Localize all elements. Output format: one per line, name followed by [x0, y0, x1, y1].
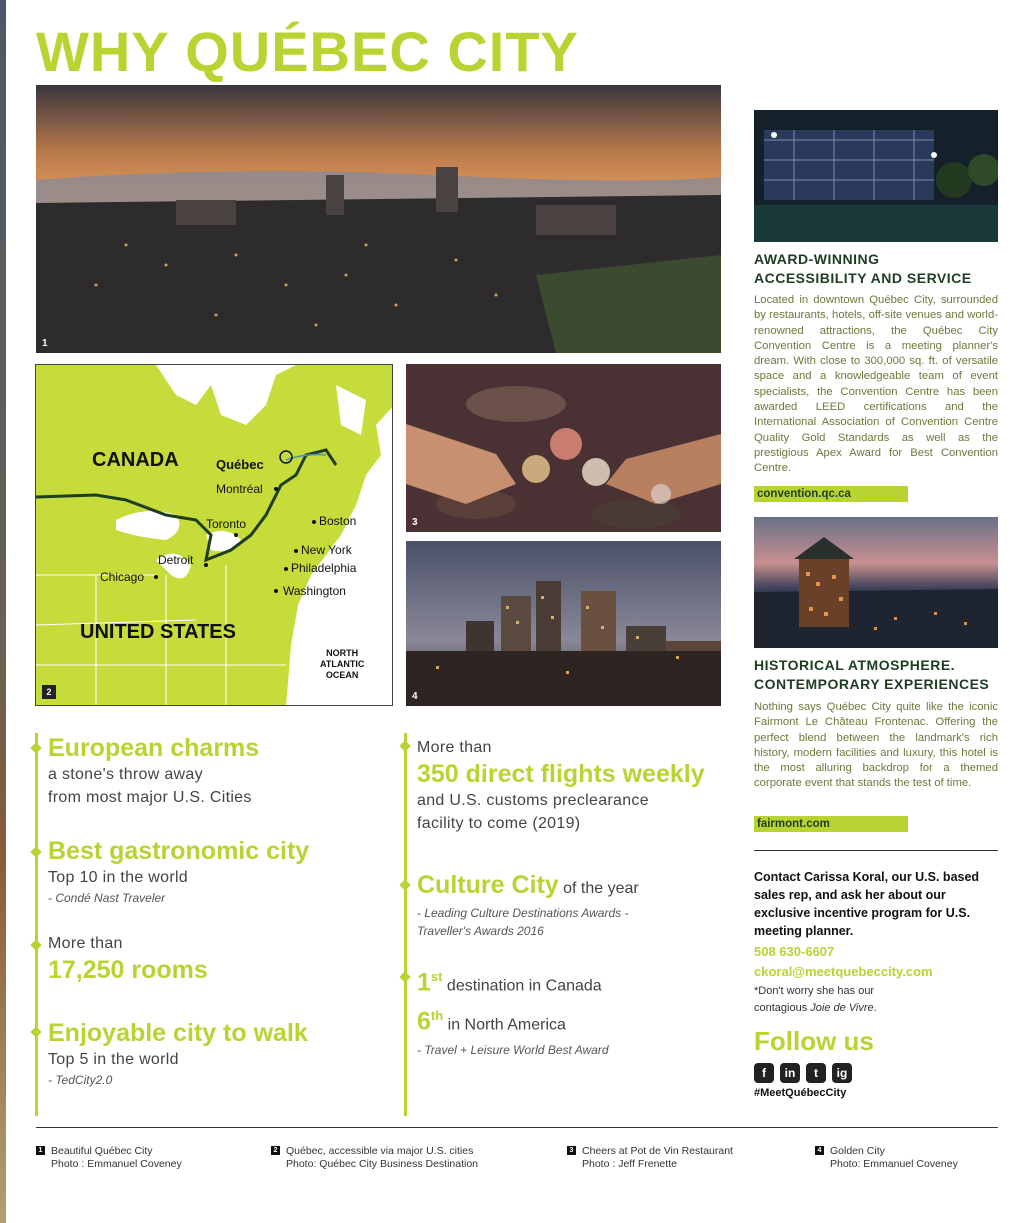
stat-european-charms: European charms a stone's throw away from most major U.S. Cities — [48, 734, 260, 806]
bullet-diamond — [30, 846, 41, 857]
contact-note: *Don't worry she has our contagious Joie de Vivre. — [754, 985, 877, 1014]
map-label-usa: UNITED STATES — [80, 621, 236, 643]
caption-4: 4 Golden City Photo: Emmanuel Coveney — [815, 1145, 1005, 1171]
section-body-historical: Nothing says Québec City quite like the iconic Fairmont Le Château Frontenac. Offering the perfect blend between the landmark's rich history, modern facilities and luxury, this hotel is the most alluring backdrop for a themed corporate event that stands the test of time. — [754, 701, 998, 790]
skyline-illustration — [36, 85, 721, 353]
map-label-boston: Boston — [319, 514, 357, 528]
golden-city-illustration — [406, 541, 721, 706]
caption-1: 1 Beautiful Québec City Photo : Emmanuel Coveney — [36, 1145, 256, 1171]
photo-cheers-restaurant — [406, 364, 721, 532]
instagram-icon[interactable]: ig — [832, 1063, 852, 1083]
map-label-new-york: New York — [301, 543, 352, 557]
link-fairmont[interactable]: fairmont.com — [754, 816, 908, 832]
stat-walkable: Enjoyable city to walk Top 5 in the world - TedCity2.0 — [48, 1019, 308, 1087]
stat-culture-city: Culture City of the year - Leading Culture Destinations Awards - Traveller's Awards 2016 — [417, 871, 639, 938]
bullet-diamond — [399, 879, 410, 890]
stat-gastronomic: Best gastronomic city Top 10 in the world - Condé Nast Traveler — [48, 837, 310, 905]
section-heading-historical: HISTORICAL ATMOSPHERE. CONTEMPORARY EXPERIENCES — [754, 657, 990, 692]
bullet-diamond — [399, 740, 410, 751]
contact-email[interactable]: ckoral@meetquebeccity.com — [754, 964, 933, 979]
convention-centre-illustration — [754, 110, 998, 242]
follow-us-heading: Follow us — [754, 1026, 874, 1056]
photo-convention-centre — [754, 110, 998, 242]
photo-number: 3 — [412, 517, 418, 528]
photo-golden-city — [406, 541, 721, 706]
facebook-icon[interactable]: f — [754, 1063, 774, 1083]
photo-number: 2 — [42, 685, 56, 699]
map-label-washington: Washington — [283, 584, 346, 598]
section-heading-accessibility: AWARD-WINNING ACCESSIBILITY AND SERVICE — [754, 251, 972, 286]
bullet-diamond — [30, 939, 41, 950]
stat-destination-rank: 1st destination in Canada 6th in North America - Travel + Leisure World Best Award — [417, 968, 609, 1057]
social-icons — [754, 1063, 852, 1083]
chateau-illustration — [754, 517, 998, 648]
stats-left-rule — [35, 733, 38, 1116]
page-edge-strip — [0, 0, 6, 1223]
caption-2: 2 Québec, accessible via major U.S. cities Photo: Québec City Business Destination — [271, 1145, 551, 1171]
map-label-toronto: Toronto — [206, 517, 247, 531]
contact-phone[interactable]: 508 630-6607 — [754, 944, 835, 959]
photo-number: 1 — [42, 338, 48, 349]
bullet-diamond — [30, 1026, 41, 1037]
map-quebec-access — [35, 364, 393, 706]
map-label-ocean: NORTH ATLANTIC OCEAN — [320, 648, 365, 680]
photo-number: 4 — [412, 691, 418, 702]
map-label-canada: CANADA — [92, 449, 179, 471]
map-label-detroit: Detroit — [158, 553, 194, 567]
photo-chateau-frontenac — [754, 517, 998, 648]
caption-3: 3 Cheers at Pot de Vin Restaurant Photo : Jeff Frenette — [567, 1145, 787, 1171]
stat-flights: More than 350 direct flights weekly and U.S. customs preclearance facility to come (2019) — [417, 739, 705, 832]
stat-rooms: More than 17,250 rooms — [48, 935, 208, 984]
map-label-philadelphia: Philadelphia — [291, 561, 357, 575]
footer-divider — [36, 1127, 998, 1128]
map-label-quebec: Québec — [216, 457, 264, 472]
linkedin-icon[interactable]: in — [780, 1063, 800, 1083]
hashtag: #MeetQuébecCity — [754, 1087, 847, 1099]
section-body-accessibility: Located in downtown Québec City, surrounded by restaurants, hotels, off-site venues and world-renowned attractions, the Québec City Convention Centre is a meeting planner's dream. With close to 300,000 sq. ft. of versatile space and a knowledgeable team of event specialists, the Convention Centre has been awarded LEED certifications and the International Association of Convention Centre Quality Gold Standards as well as the prestigious Apex Award for Best Convention Centre. — [754, 294, 998, 475]
twitter-icon[interactable]: t — [806, 1063, 826, 1083]
map-label-montreal: Montréal — [216, 482, 263, 496]
divider — [754, 850, 998, 851]
stats-mid-rule — [404, 733, 407, 1116]
link-convention[interactable]: convention.qc.ca — [754, 486, 908, 502]
photo-quebec-skyline — [36, 85, 721, 353]
map-label-chicago: Chicago — [100, 570, 145, 584]
contact-text: Contact Carissa Koral, our U.S. based sales rep, and ask her about our exclusive incentive program for U.S. meeting planner. — [754, 870, 980, 938]
cheers-illustration — [406, 364, 721, 532]
bullet-diamond — [399, 971, 410, 982]
bullet-diamond — [30, 742, 41, 753]
page-title: WHY QUÉBEC CITY — [36, 20, 579, 83]
